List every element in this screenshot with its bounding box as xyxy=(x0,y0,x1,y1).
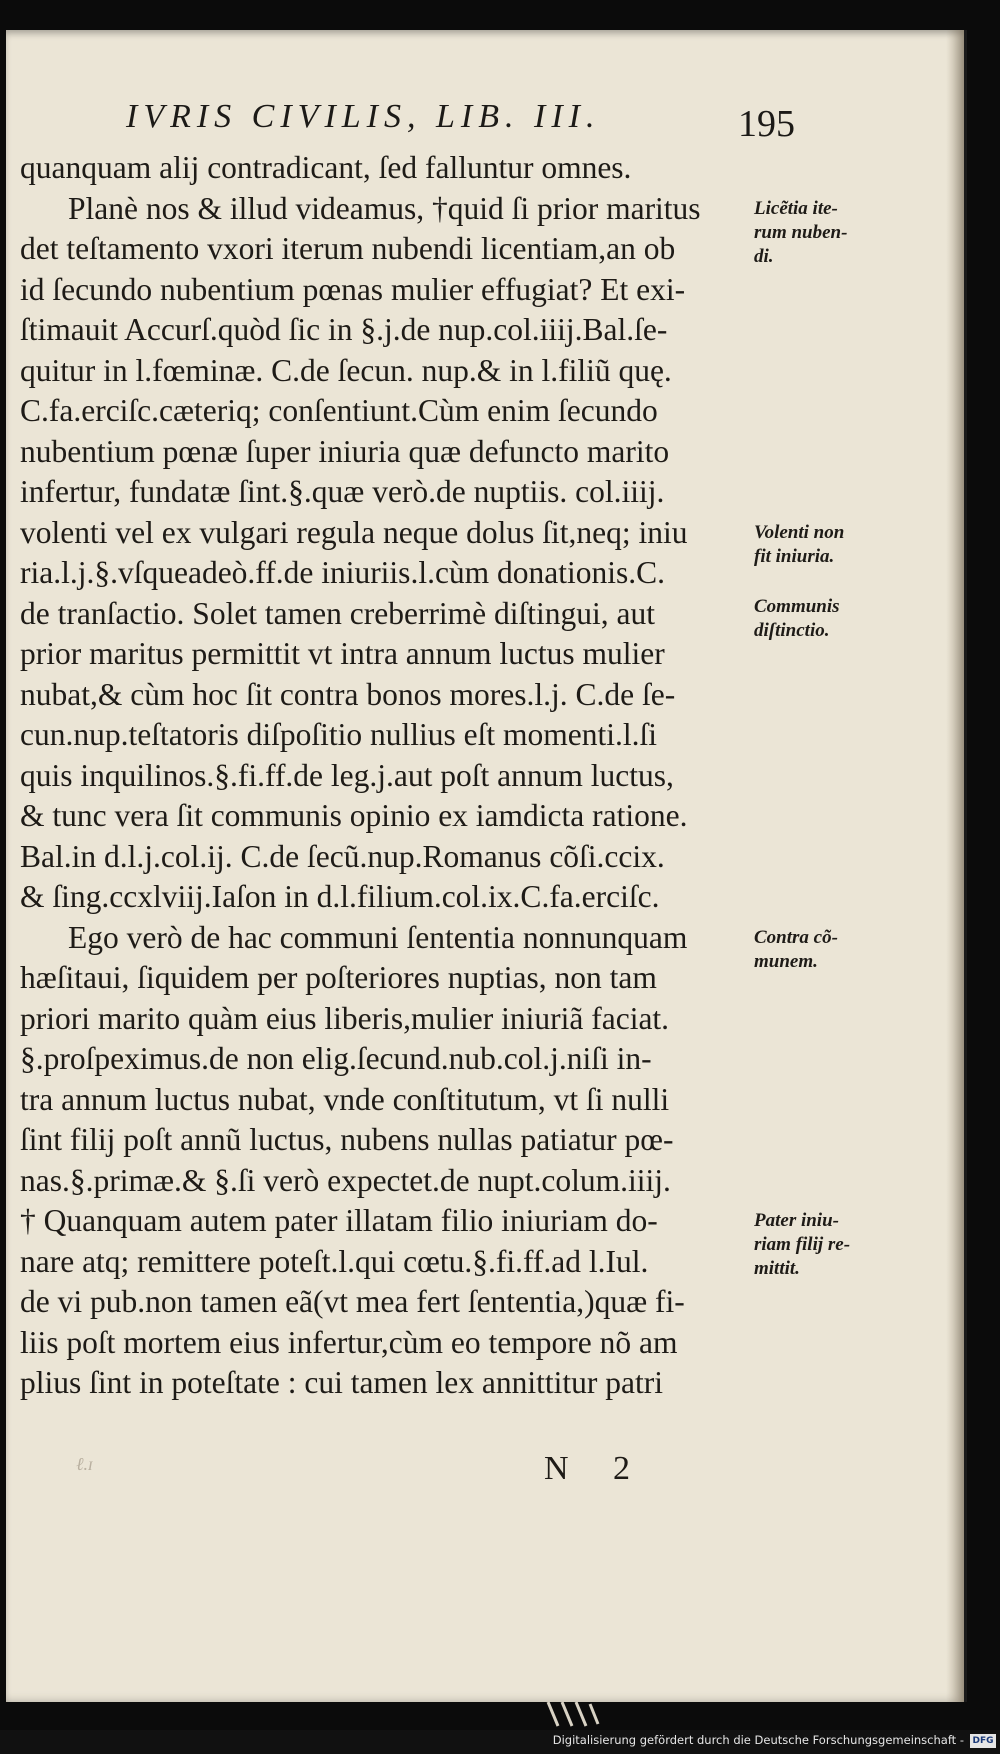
margin-note-line: riam filij re- xyxy=(754,1234,851,1255)
margin-note-line: fit iniuria. xyxy=(754,545,835,567)
text-line: & tunc vera ſit communis opinio ex iamdicta ratione. xyxy=(20,798,688,833)
text-line: nubat,& cùm hoc ſit contra bonos mores.l.j. C.de ſe- xyxy=(20,676,676,712)
margin-note-line: Contra cõ- xyxy=(754,926,838,948)
text-line: de tranſactio. Solet tamen creberrimè diſtingui, aut xyxy=(20,595,656,631)
text-line: nare atq; remittere poteſt.l.qui cœtu.§.fi.ff.ad l.Iul. xyxy=(20,1243,649,1279)
text-line: Bal.in d.l.j.col.ij. C.de ſecũ.nup.Romanus cõſi.ccix. xyxy=(20,838,665,874)
text-line: plius ſint in poteſtate : cui tamen lex annittitur patri xyxy=(20,1365,663,1400)
body-text xyxy=(20,148,748,1404)
text-line: tra annum luctus nubat, vnde conſtitutum, vt ſi nulli xyxy=(20,1081,670,1117)
text-line: nubentium pœnæ ſuper iniuria quæ defuncto marito xyxy=(20,433,670,469)
binding-thread-marks xyxy=(540,1700,610,1728)
running-head: IVRIS CIVILIS, LIB. III. xyxy=(126,98,601,135)
text-line: ſint filij poſt annũ luctus, nubens nullas patiatur pœ- xyxy=(20,1122,674,1157)
margin-note-line: Pater iniu- xyxy=(754,1210,839,1231)
margin-note-volenti-non-fit-iniuria xyxy=(754,521,844,569)
text-line: quitur in l.fœminæ. C.de ſecun. nup.& in l.filiũ quę. xyxy=(20,352,672,388)
margin-note-licentia-iterum-nubendi xyxy=(754,197,847,269)
page-number: 195 xyxy=(738,103,795,145)
text-line: infertur, fundatæ ſint.§.quæ verò.de nuptiis. col.iiij. xyxy=(20,474,665,509)
book-page xyxy=(6,30,967,1702)
text-line: † Quanquam autem pater illatam filio iniuriam do- xyxy=(20,1203,658,1238)
margin-note-line: di. xyxy=(754,245,774,267)
margin-note-contra-communem xyxy=(754,926,838,974)
text-line: Planè nos & illud videamus, †quid ſi prior maritus xyxy=(68,190,701,226)
text-line: ſtimauit Accurſ.quòd ſic in §.j.de nup.col.iiij.Bal.ſe- xyxy=(20,312,668,347)
margin-note-pater-iniuriam-filij-remittit xyxy=(754,1209,850,1281)
text-line: nas.§.primæ.& §.ſi verò expectet.de nupt.colum.iiij. xyxy=(20,1162,671,1198)
text-line: quis inquilinos.§.fi.ff.de leg.j.aut poſt annum luctus, xyxy=(20,757,674,793)
text-line: liis poſt mortem eius infertur,cùm eo tempore nõ am xyxy=(20,1324,678,1360)
margin-note-communis-distinctio xyxy=(754,595,840,643)
signature-mark: N 2 xyxy=(544,1450,649,1487)
text-line: priori marito quàm eius liberis,mulier iniuriã faciat. xyxy=(20,1000,670,1036)
margin-note-line: Licẽtia ite- xyxy=(754,197,838,219)
text-line: C.fa.erciſc.cæteriq; conſentiunt.Cùm enim ſecundo xyxy=(20,393,658,428)
margin-note-line: rum nuben- xyxy=(754,221,848,243)
margin-note-line: mittit. xyxy=(754,1258,800,1279)
text-line: quanquam alij contradicant, ſed falluntur omnes. xyxy=(20,150,632,185)
text-line: §.proſpeximus.de non elig.ſecund.nub.col.j.niſi in- xyxy=(20,1041,652,1076)
footer-credit: Digitalisierung gefördert durch die Deutsche Forschungsgemeinschaft - xyxy=(552,1733,964,1747)
text-line: hæſitaui, ſiquidem per poſteriores nuptias, non tam xyxy=(20,960,657,995)
margin-note-line: diſtinctio. xyxy=(754,620,830,642)
text-line: Ego verò de hac communi ſententia nonnunquam xyxy=(68,919,688,955)
text-line: det teſtamento vxori iterum nubendi licentiam,an ob xyxy=(20,231,676,266)
text-line: ria.l.j.§.vſqueadeò.ff.de iniuriis.l.cùm donationis.C. xyxy=(20,555,666,590)
text-line: prior maritus permittit vt intra annum luctus mulier xyxy=(20,636,665,671)
margin-note-line: Volenti non xyxy=(754,521,845,543)
text-line: id ſecundo nubentium pœnas mulier effugiat? Et exi- xyxy=(20,271,686,307)
text-line: volenti vel ex vulgari regula neque dolus ſit,neq; iniu xyxy=(20,514,688,550)
margin-note-line: munem. xyxy=(754,950,818,972)
text-line: & ſing.ccxlviij.Iaſon in d.l.filium.col.ix.C.fa.erciſc. xyxy=(20,879,660,914)
dfg-logo-badge: DFG xyxy=(970,1734,996,1748)
margin-note-line: Communis xyxy=(754,596,840,618)
text-line: de vi pub.non tamen eã(vt mea fert ſententia,)quæ fi- xyxy=(20,1284,685,1319)
faint-offset-mark: ℓ.ɪ xyxy=(76,1454,93,1474)
text-line: cun.nup.teſtatoris diſpoſitio nullius eſt momenti.l.ſi xyxy=(20,717,657,752)
